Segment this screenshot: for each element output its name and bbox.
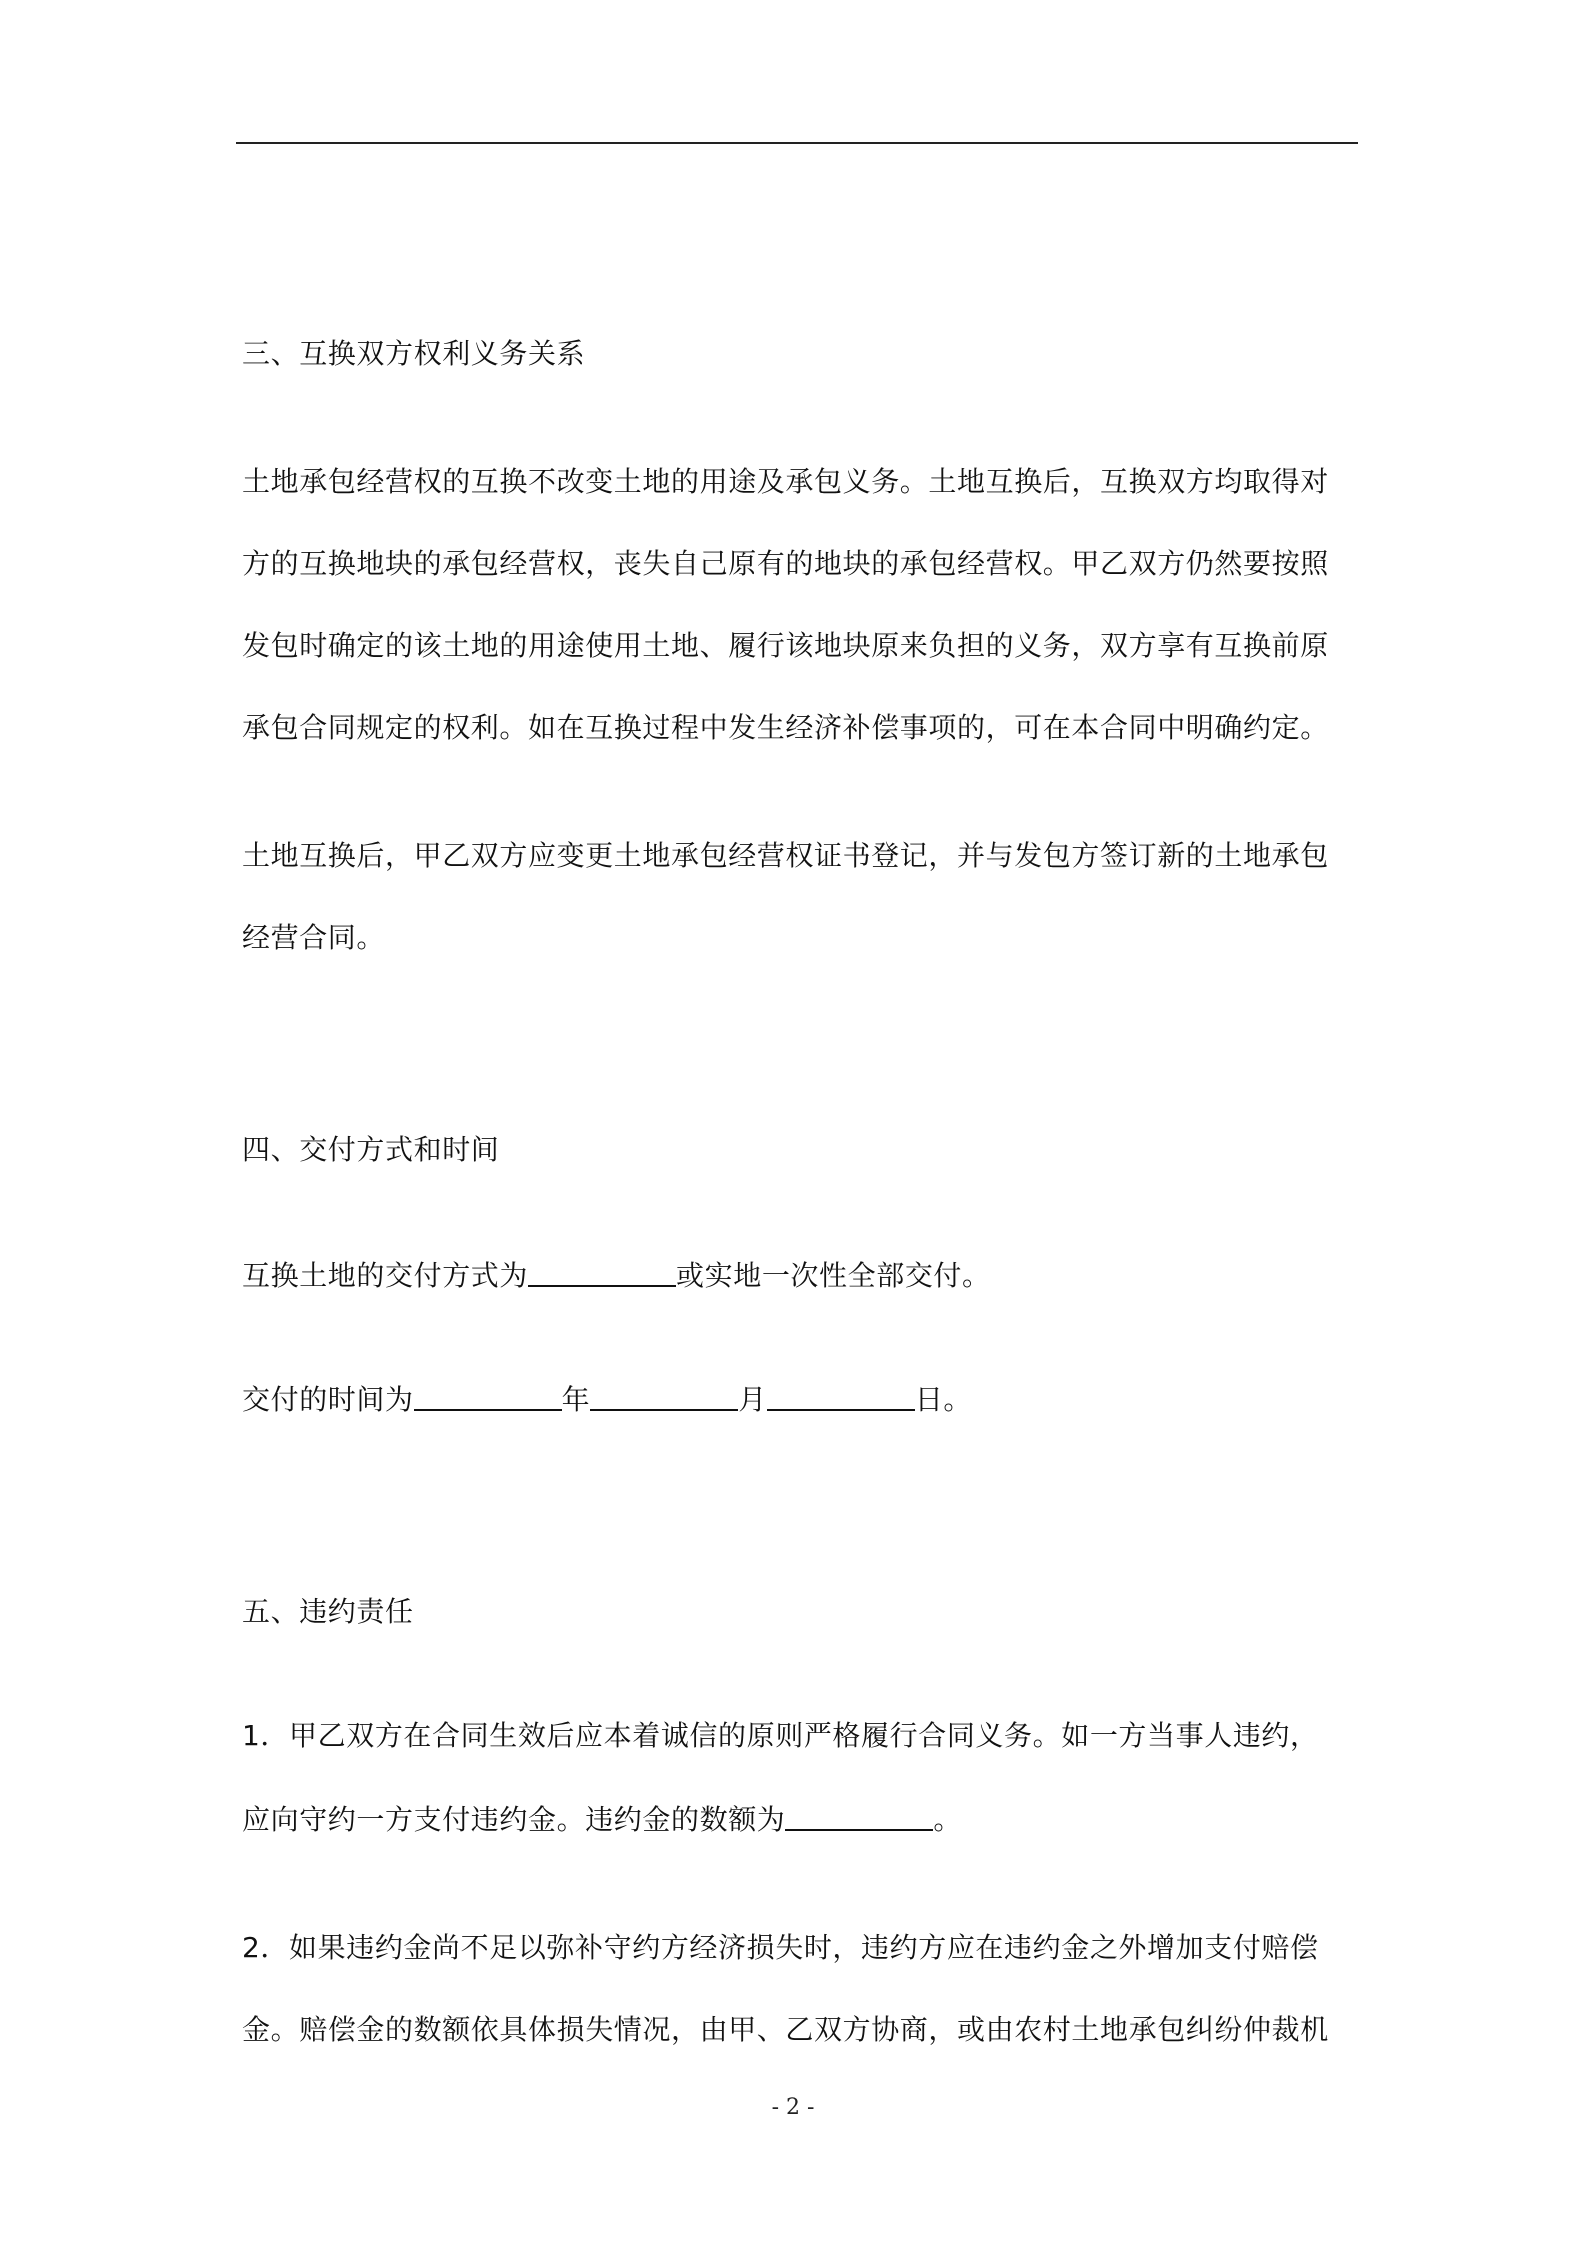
delivery-time-line [242,1380,972,1420]
section-3-paragraph-2-line-2: 经营合同。 [242,921,386,954]
month-label: 月 [738,1383,767,1416]
section-5-heading: 五、违约责任 [242,1595,414,1628]
delivery-method-prefix: 互换土地的交付方式为 [242,1259,529,1292]
section-3-paragraph-1-line-2: 方的互换地块的承包经营权，丧失自己原有的地块的承包经营权。甲乙双方仍然要按照 [242,547,1329,580]
page-number: - 2 - [771,2095,815,2120]
penalty-amount-blank [785,1801,933,1831]
day-label: 日。 [914,1383,973,1416]
section-3-paragraph-2-line-1: 土地互换后，甲乙双方应变更土地承包经营权证书登记，并与发包方签订新的土地承包 [242,839,1329,872]
section-5-item-2-line-1: 2．如果违约金尚不足以弥补守约方经济损失时，违约方应在违约金之外增加支付赔偿 [242,1931,1319,1964]
year-label: 年 [561,1383,591,1416]
section-5-item-1-line-2 [242,1800,962,1840]
delivery-method-line [242,1256,991,1296]
year-blank [414,1381,562,1411]
section-5-item-2-line-2: 金。赔偿金的数额依具体损失情况，由甲、乙双方协商，或由农村土地承包纠纷仲裁机 [242,2013,1329,2046]
section-3-heading: 三、互换双方权利义务关系 [242,337,586,370]
penalty-amount-prefix: 应向守约一方支付违约金。违约金的数额为 [242,1803,786,1836]
section-3-paragraph-1-line-4: 承包合同规定的权利。如在互换过程中发生经济补偿事项的，可在本合同中明确约定。 [242,711,1329,744]
penalty-amount-end: 。 [933,1803,963,1836]
delivery-method-suffix: 或实地一次性全部交付。 [676,1259,991,1292]
section-3-paragraph-1-line-3: 发包时确定的该土地的用途使用土地、履行该地块原来负担的义务，双方享有互换前原 [242,629,1329,662]
day-blank [767,1381,915,1411]
section-4-heading: 四、交付方式和时间 [242,1133,500,1166]
month-blank [590,1381,738,1411]
header-rule [236,142,1358,144]
delivery-time-prefix: 交付的时间为 [242,1383,414,1416]
section-3-paragraph-1-line-1: 土地承包经营权的互换不改变土地的用途及承包义务。土地互换后，互换双方均取得对 [242,465,1329,498]
section-5-item-1-line-1: 1．甲乙双方在合同生效后应本着诚信的原则严格履行合同义务。如一方当事人违约， [242,1719,1319,1752]
delivery-method-blank [528,1257,676,1287]
